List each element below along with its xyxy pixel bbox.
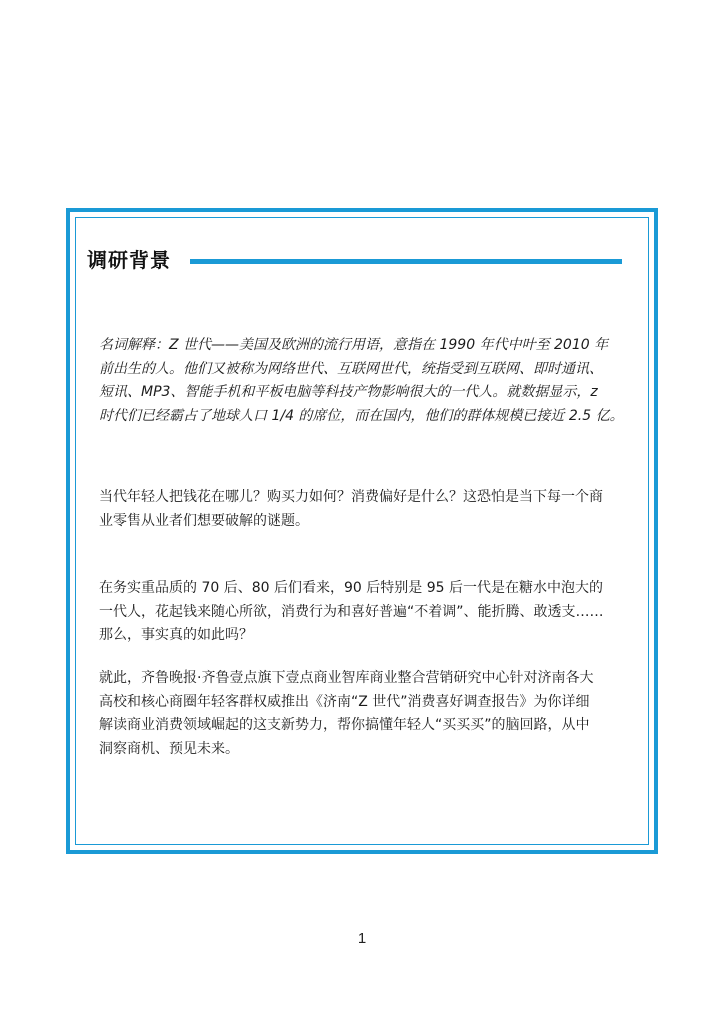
- title-underline-rule: [190, 259, 622, 264]
- definition-paragraph: 名词解释：Z 世代——美国及欧洲的流行用语，意指在 1990 年代中叶至 2010 年 前出生的人。他们又被称为网络世代、互联网世代，统指受到互联网、即时通讯、 短讯、MP3、智能手机和平板电脑等科技产物影响很大的一代人。就数据显示，z 时代们已经霸占了地球人口 1/4 的席位，而在国内，他们的群体规模已接近 2.5 亿。: [99, 337, 624, 424]
- section-title: 调研背景: [87, 248, 171, 272]
- question-paragraph: 当代年轻人把钱花在哪儿？购买力如何？消费偏好是什么？这恐怕是当下每一个商 业零售从业者们想要破解的谜题。: [99, 489, 603, 529]
- perception-paragraph: 在务实重品质的 70 后、80 后们看来，90 后特别是 95 后一代是在糖水中泡大的 一代人，花起钱来随心所欲，消费行为和喜好普遍“不着调”、能折腾、敢透支…… 那么，事实真的如此吗？: [99, 580, 604, 643]
- report-paragraph: 就此，齐鲁晚报·齐鲁壹点旗下壹点商业智库商业整合营销研究中心针对济南各大 高校和核心商圈年轻客群权威推出《济南“Z 世代”消费喜好调查报告》为你详细 解读商业消费领域崛起的这支新势力，帮你搞懂年轻人“买买买”的脑回路，从中 洞察商机、预见未来。: [99, 670, 594, 757]
- page-number: 1: [357, 930, 367, 947]
